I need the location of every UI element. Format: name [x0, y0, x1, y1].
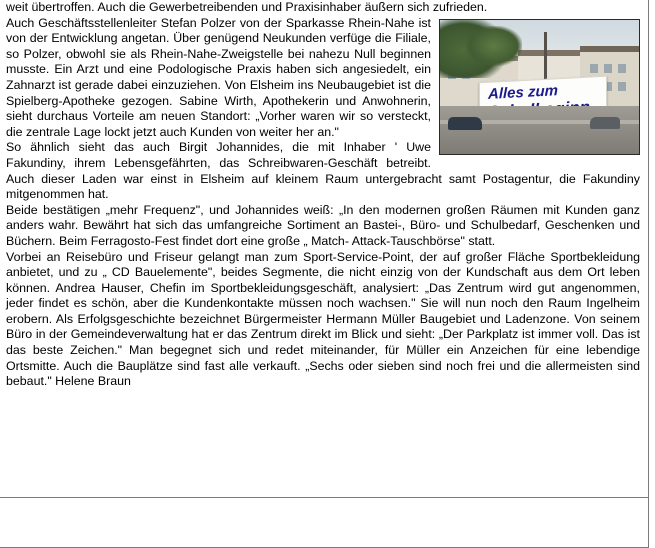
paragraph-5: Vorbei an Reisebüro und Friseur gelangt man zum Sport-Service-Point, der auf großer Fläche Sportbekleidung anbietet, und zu „ CD Bauelemente", beides Segmente, die nicht einzig von der Kundschaft aus dem Ort leben können. Andrea Hauser, Chefin im Sportbekleidungsgeschäft, analysiert: „Das Zentrum wird gut angenommen, jeder findet es schön, aber die Kundenkontakte müssen noch wachsen." Sie will nun noch den Raum Ingelheim erobern. Als Erfolgsgeschichte bezeichnet Bürgermeister Hermann Müller Baugebiet und Ladenzone. Von seinem Büro in der Gemeindeverwaltung hat er das Zentrum direkt im Blick und sieht: „Der Parkplatz ist immer voll. Das ist das beste Zeichen." Man begegnet sich und redet miteinander, für Müller ein Anzeichen für eine lebendige Ortsmitte. Auch die Bauplätze sind fast alle verkauft. „Sechs oder sieben sind noch frei und die allermeisten sind bebaut." Helene Braun	[6, 249, 640, 389]
paragraph-3: So ähnlich sieht das auch Birgit Johannides, die mit Inhaber ' Uwe Fakundiny, ihrem Lebensgefährten, das Schreibwaren-Geschäft betreibt. Auch dieser Laden war einst in Elsheim auf kleinem Raum untergebracht samt Postagentur, die Fakundiny mitgenommen hat.	[6, 140, 640, 202]
photo-tree	[466, 26, 522, 66]
paragraph-2: Auch Geschäftsstellenleiter Stefan Polzer von der Sparkasse Rhein-Nahe ist von der Entwicklung angetan. Über genügend Neukunden verfüge die Filiale, so Polzer, obwohl sie als Rhein-Nahe-Zweigstelle bei nahezu Null beginnen musste. Ein Arzt und eine Podologische Praxis haben sich angesiedelt, ein Zahnarzt ist gerade dabei einzuziehen. Von Elsheim ins Neubaugebiet ist die Spielberg-Apotheke gezogen. Sabine Wirth, Apothekerin und Anwohnerin, sieht durchaus Vorteile am neuen Standort: „Vorher waren wir so versteckt, die zentrale Lage lockt jetzt auch Kunden von weiter her an."	[6, 15, 431, 139]
banner-line-1: Alles zum	[488, 81, 559, 103]
page-right-divider	[648, 0, 649, 548]
photo-window	[590, 64, 598, 73]
photo-window	[618, 82, 626, 91]
photo-window	[618, 64, 626, 73]
photo-window	[604, 64, 612, 73]
paragraph-1: weit übertroffen. Auch die Gewerbetreibenden und Praxisinhaber äußern sich zufrieden.	[6, 0, 488, 14]
street-photo-shopping-centre	[439, 19, 640, 155]
photo-pavement	[440, 106, 639, 154]
content-bottom-divider	[0, 497, 649, 498]
photo-car	[590, 117, 620, 129]
paragraph-4: Beide bestätigen „mehr Frequenz", und Johannides weiß: „In den modernen großen Räumen mit Kunden ganz anders wahr. Bewährt hat sich das umfangreiche Sortiment an Bastei-, Büro- und Schulbedarf, Geschenken und Büchern. Beim Ferragosto-Fest findet dort eine große „ Match- Attack-Tauschbörse" statt.	[6, 202, 640, 248]
photo-car	[448, 117, 482, 130]
